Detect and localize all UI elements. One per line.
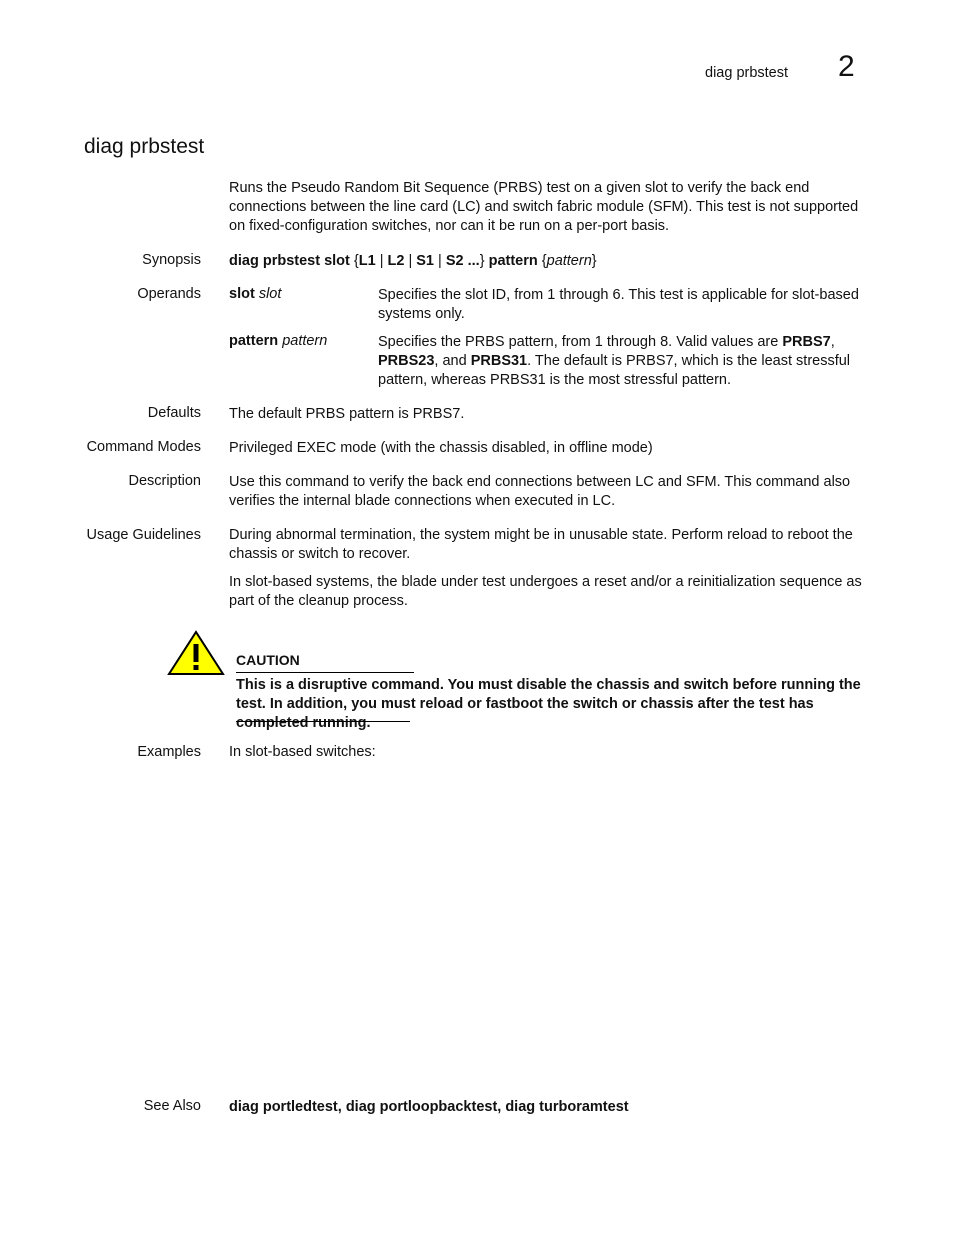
synopsis-pattern-arg: pattern [546, 253, 592, 269]
operand-slot [229, 286, 281, 302]
value-prbs23: PRBS23 [378, 353, 435, 369]
intro-paragraph: Runs the Pseudo Random Bit Sequence (PRBS) test on a given slot to verify the back end connections between the line card (LC) and switch fabric module (SFM). This test is not supported on fixed-configuration switches, nor can it be run on a per-port basis. [229, 180, 859, 234]
usage-paragraph-2: In slot-based systems, the blade under test undergoes a reset and/or a reinitialization sequence as part of the cleanup process. [229, 574, 862, 609]
command-modes-text: Privileged EXEC mode (with the chassis disabled, in offline mode) [229, 440, 653, 456]
separator: | [438, 253, 442, 269]
operand-pattern [229, 333, 327, 349]
usage-paragraph-1: During abnormal termination, the system might be in unusable state. Perform reload to reboot the chassis or switch to recover. [229, 527, 853, 562]
caution-top-rule [236, 672, 414, 673]
caution-bottom-rule [236, 721, 410, 722]
usage-guidelines-label: Usage Guidelines [86, 527, 201, 543]
separator: | [408, 253, 413, 269]
warning-triangle-icon [167, 630, 225, 676]
operand-name: slot [229, 286, 255, 302]
caution-label: CAUTION [236, 652, 300, 668]
chapter-number: 2 [838, 50, 855, 83]
running-header-title: diag prbstest [705, 65, 789, 81]
defaults-label: Defaults [147, 405, 201, 421]
caution-text: This is a disruptive command. You must disable the chassis and switch before running the test. In addition, you must reload or fastboot the switch or chassis after the test has completed running. [236, 677, 861, 731]
synopsis-opt-s1: S1 [416, 253, 435, 269]
synopsis-text [229, 252, 871, 271]
operand-pattern-description [378, 333, 870, 390]
synopsis-pattern-keyword: pattern [488, 253, 538, 269]
page-title: diag prbstest [84, 135, 205, 158]
operand-arg: pattern [282, 333, 328, 349]
brace-close: } [591, 253, 597, 269]
brace-open: { [353, 253, 359, 269]
operand-arg: slot [258, 286, 282, 302]
operands-label: Operands [137, 286, 201, 302]
value-prbs7: PRBS7 [782, 334, 831, 350]
synopsis-opt-l1: L1 [358, 253, 376, 269]
brace-close: } [479, 253, 485, 269]
operand-name: pattern [229, 333, 279, 349]
description-label: Description [128, 473, 201, 489]
separator: | [379, 253, 384, 269]
text-run: Specifies the PRBS pattern, from 1 through 8. Valid values are [378, 334, 783, 350]
text-run: , and [434, 353, 471, 369]
operand-slot-description: Specifies the slot ID, from 1 through 6. This test is applicable for slot-based systems only. [378, 287, 859, 322]
examples-label: Examples [137, 744, 201, 760]
synopsis-opt-l2: L2 [387, 253, 405, 269]
description-text: Use this command to verify the back end connections between LC and SFM. This command also verifies the internal blade connections when executed in LC. [229, 474, 851, 509]
synopsis-label: Synopsis [142, 252, 201, 268]
text-run: , [830, 334, 835, 350]
defaults-text: The default PRBS pattern is PRBS7. [229, 406, 465, 422]
text-run: . The default is PRBS7, which is the least stressful pattern, whereas PRBS31 is the most stressful pattern. [378, 353, 851, 388]
value-prbs31: PRBS31 [470, 353, 528, 369]
synopsis-opt-s2: S2 ... [445, 253, 480, 269]
synopsis-command: diag prbstest slot [229, 253, 350, 269]
brace-open: { [541, 253, 547, 269]
see-also-label: See Also [143, 1098, 201, 1114]
see-also-links: diag portledtest, diag portloopbacktest, diag turboramtest [229, 1099, 629, 1115]
command-modes-label: Command Modes [86, 439, 201, 455]
examples-text: In slot-based switches: [229, 744, 376, 760]
